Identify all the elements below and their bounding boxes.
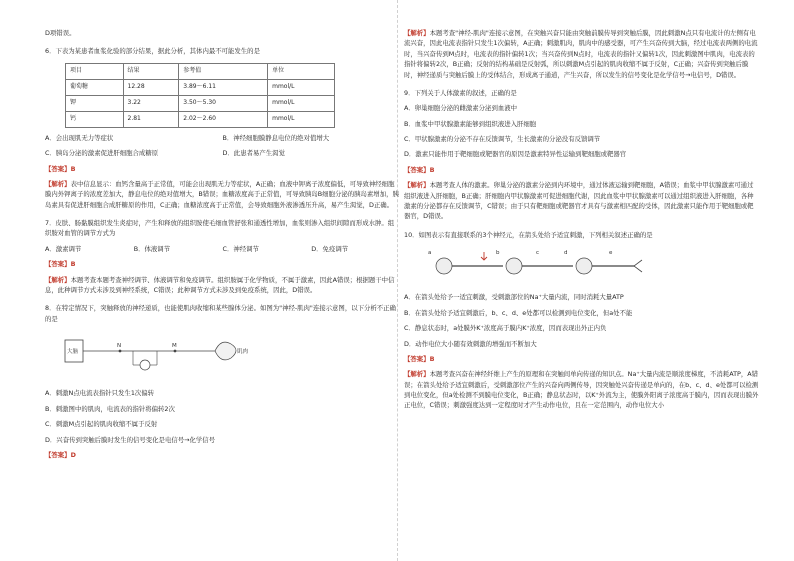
muscle-label: 肌肉 (237, 349, 249, 355)
table-cell: mmol/L (268, 95, 335, 111)
q6-option-a: A．会出现肌无力等症状 (45, 133, 114, 142)
neuron-body (436, 258, 452, 274)
table-cell: mmol/L (268, 79, 335, 95)
q8-option-c: C．刺激M点引起的肌肉收缩不属于反射 (45, 420, 158, 429)
stimulus-arrow-icon (481, 252, 487, 260)
three-neuron-diagram (404, 244, 759, 284)
q6-option-c: C．胰岛分泌的激素促进肝细胞合成糖原 (45, 149, 159, 158)
q8-stem: 8．在特定情况下，突触释放的神经递质，也能使肌肉收缩和某些腺体分泌。如图为"神经-肌肉"连接示意图，以下分析不正确的是 (45, 304, 396, 323)
answer-label: 【答案】 (45, 164, 71, 173)
q9-option-d: D．激素只能作用于靶细胞或靶器官的原因是激素特异性运输到靶细胞或靶器官 (404, 150, 627, 159)
point-e-label: e (609, 250, 613, 256)
answer-label: 【答案】 (404, 354, 430, 363)
explanation-label: 【解析】 (45, 179, 71, 188)
table-cell: 3.22 (123, 95, 179, 111)
q7-stem: 7．皮肤、肠黏膜组织发生炎症时，产生和释放的组织胺使毛细血管舒张和通透性增加，血浆则渗入组织间隙而形成水肿。组织胺对血管的调节方式为 (45, 219, 395, 238)
answer-label: 【答案】 (45, 260, 71, 269)
q6-option-d: D．此患者易产生渴觉 (222, 149, 285, 158)
table-cell: 钙 (66, 111, 124, 127)
q6-option-b: B．神经细胞膜静息电位的绝对值增大 (222, 133, 330, 142)
explanation-text: 本题考查本题考查神经调节、体液调节和免疫调节。组织胺属于化学物质，不属于激素，因此A错误；根据题干中信息，此种调节方式未涉及到神经系统，C错误；此种调节方式未涉及到免疫系统，因此，D错误。 (45, 275, 395, 294)
q6-explanation (45, 179, 400, 210)
galvanometer-icon (140, 360, 150, 370)
q10-option-d: D．动作电位大小随有效刺激的增强而不断加大 (404, 339, 537, 348)
q9-explanation (404, 180, 759, 222)
table-cell: mmol/L (268, 111, 335, 127)
point-c-label: c (536, 250, 540, 256)
explanation-text: 表中信息显示：血钙含量高于正常值，可能会出现肌无力等症状，A正确；血液中钾离子浓度偏低，可导致神经细胞膜内外钾离子的浓度差加大，静息电位的绝对值增大，B错误；血糖浓度高于正常值，可导致胰岛B细胞分泌的胰岛素增加，胰岛素具有促进肝细胞合成肝糖原的作用，C正确；血糖浓度高于正常值，会导致细胞外液渗透压升高，易产生渴觉，D正确。 (45, 179, 399, 209)
table-row (66, 95, 335, 111)
answer-value: B (429, 354, 435, 363)
right-column (404, 28, 759, 411)
point-b-label: b (496, 250, 500, 256)
q8-option-b: B．刺激图中的肌肉，电流表的指针将偏转2次 (45, 404, 175, 413)
brain-label: 大脑 (67, 349, 79, 355)
explanation-text: 本题考查"神经-肌肉"连接示意图，在突触兴奋只能由突触前膜传导到突触后膜，因此刺激N点只有电流计的左侧有电流兴奋，因此电流表指针只发生1次偏转，A正确；刺激肌肉，肌肉中的感受器，可产生兴奋传到大脑，经过电流表两侧的电流时，当兴奋传到M点时，电流表的指针偏转1次；当兴奋传到N点时，电流表的指针又偏转1次，因此刺激图中肌肉，电流表的指针将偏转2次，B正确；反射的结构基础是反射弧，所以刺激M点引起的肌肉收缩不属于反射，C正确；兴奋传到突触后膜时，神经递质与突触后膜上的受体结合，形成离子通道，产生兴奋，所以发生的信号变化是化学信号→电信号，D错误。 (404, 29, 758, 79)
explanation-label: 【解析】 (404, 181, 430, 190)
q8-option-a: A．刺激N点电流表指针只发生1次偏转 (45, 389, 155, 398)
q10-answer (404, 354, 759, 364)
explanation-label: 【解析】 (45, 275, 71, 284)
answer-value: B (429, 165, 435, 174)
point-d-label: d (564, 250, 568, 256)
neuron-body (576, 258, 592, 274)
left-column (45, 28, 400, 460)
point-a-label: a (428, 250, 432, 256)
q8-explanation (404, 28, 759, 80)
q8-answer (45, 450, 400, 460)
q7-option-b: B．体液调节 (133, 244, 171, 253)
q9-option-c: C．甲状腺激素的分泌不存在反馈调节，生长激素的分泌没有反馈调节 (404, 135, 601, 143)
q7-explanation (45, 275, 400, 296)
q6-stem: 6．下表为某患者血浆化验的部分结果，据此分析，其体内最不可能发生的是 (45, 47, 260, 56)
table-cell: 钾 (66, 95, 124, 111)
table-header-cell: 单位 (268, 63, 335, 79)
table-cell: 葡萄糖 (66, 79, 124, 95)
answer-label: 【答案】 (404, 165, 430, 174)
q9-option-a: A．卵巢细胞分泌的雌激素分泌到血液中 (404, 104, 518, 113)
q10-option-c: C．静息状态时，a处膜外K⁺浓度高于膜内K⁺浓度，因而表现出外正内负 (404, 324, 607, 333)
table-header-cell: 结果 (123, 63, 179, 79)
q7-option-a: A．激素调节 (45, 244, 82, 253)
table-cell: 3.89～6.11 (179, 79, 268, 95)
explanation-text: 本题考查兴奋在神经纤维上产生的原理和在突触间单向传递的知识点。Na⁺大量内流是顺浓度梯度，不消耗ATP，A错误；在箭头处给予适宜刺激后，受刺激部位产生的兴奋向两侧传导，因突触处兴奋传递是单向的，在b、c、d、e处都可以检测到电位变化，但a处检测不到膜电位变化，B正确；静息状态时，以K⁺外流为主，使膜外阳离子浓度高于膜内，因而表现出膜外正电位，C错误；刺激强度达到一定程度时才产生动作电位，且在一定范围内，动作电位大小 (404, 370, 759, 410)
q6-options-row-2 (45, 148, 400, 158)
q7-option-d: D．免疫调节 (311, 244, 349, 253)
q10-option-b: B．在箭头处给予适宜刺激后，b、c、d、e处都可以检测到电位变化，但a处不能 (404, 308, 633, 317)
table-cell: 2.81 (123, 111, 179, 127)
q9-stem: 9．下列关于人体激素的叙述，正确的是 (404, 88, 517, 97)
q10-stem: 10．如图表示有直接联系的3个神经元，在箭头处给予适宜刺激，下列相关叙述正确的是 (404, 230, 653, 239)
point-n-marker (119, 350, 122, 353)
point-m-marker (174, 350, 177, 353)
q9-option-b: B．血浆中甲状腺激素能够到组织液进入肝细胞 (404, 119, 537, 128)
explanation-label: 【解析】 (404, 29, 430, 37)
table-cell: 2.02～2.60 (179, 111, 268, 127)
answer-value: D (70, 450, 76, 459)
table-cell: 3.50～5.30 (179, 95, 268, 111)
q7-options-row (45, 244, 400, 254)
q8-option-d: D．兴奋传到突触后膜时发生的信号变化是电信号→化学信号 (45, 435, 216, 444)
q10-option-a: A．在箭头处给予一适宜刺激，受刺激部位的Na⁺大量内流，同时消耗大量ATP (404, 293, 624, 302)
lab-results-table (65, 63, 335, 128)
answer-value: B (70, 164, 76, 173)
q6-options-row-1 (45, 133, 400, 143)
table-cell: 12.28 (123, 79, 179, 95)
muscle-shape (215, 342, 236, 360)
table-header-cell: 项目 (66, 63, 124, 79)
table-header-cell: 参考值 (179, 63, 268, 79)
axon-terminal (634, 260, 642, 272)
neuromuscular-diagram (45, 328, 400, 380)
q7-option-c: C．神经调节 (222, 244, 259, 253)
q10-explanation (404, 369, 759, 411)
continuation-line: D项错误。 (45, 29, 76, 37)
explanation-text: 本题考查人体的激素。卵巢分泌的激素分泌到内环境中，通过体液运输到靶细胞，A错误；血浆中甲状腺激素可通过组织液进入肝细胞，B正确；肝细胞内甲状腺激素可促进细胞代谢，因此血浆中甲状腺激素可以通过组织液进入肝细胞，各种激素的分泌都存在反馈调节，C错误；由于只有靶细胞或靶器官才具有与激素相匹配的受体，因此激素只能作用于靶细胞或靶器官，D错误。 (404, 181, 754, 221)
neuron-body (506, 258, 522, 274)
q7-answer (45, 259, 400, 269)
q6-answer (45, 164, 400, 174)
point-m-label: M (172, 343, 177, 349)
explanation-label: 【解析】 (404, 370, 430, 379)
table-row (66, 111, 335, 127)
point-n-label: N (117, 343, 122, 349)
answer-label: 【答案】 (45, 450, 71, 459)
table-header-row (66, 63, 335, 79)
table-row (66, 79, 335, 95)
answer-value: B (70, 260, 76, 269)
q9-answer (404, 165, 759, 175)
